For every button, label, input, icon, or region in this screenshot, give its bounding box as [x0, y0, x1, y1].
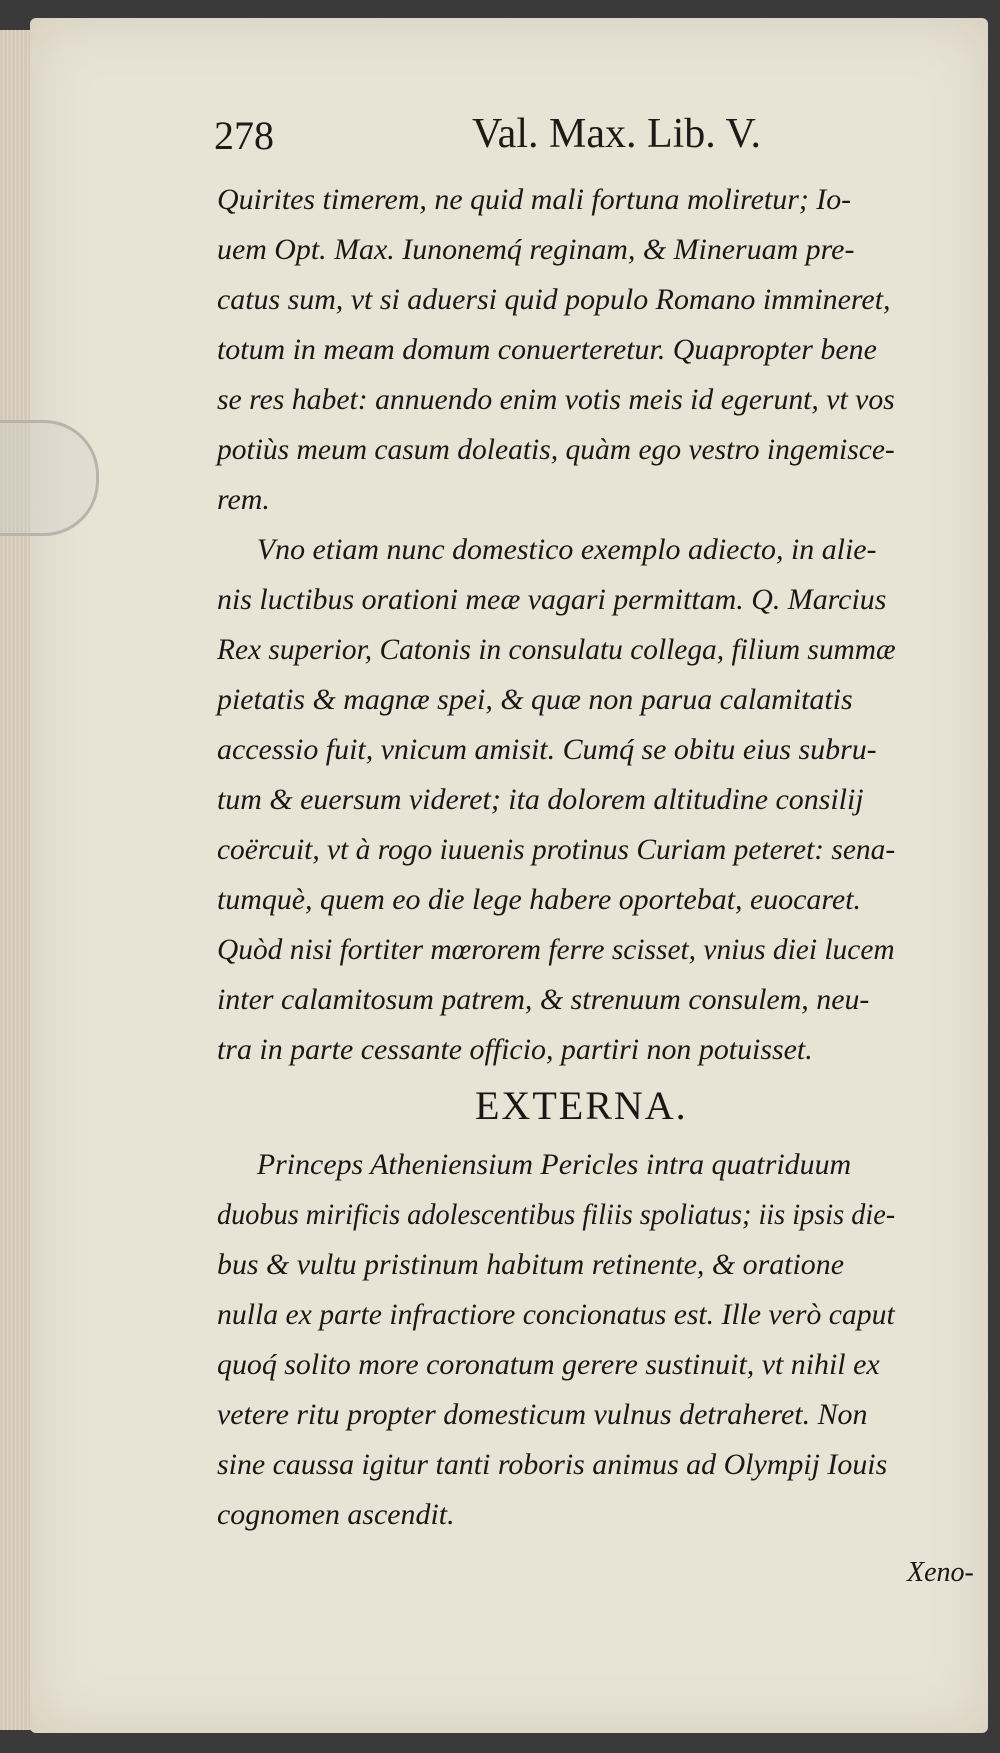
- text-line: accessio fuit, vnicum amisit. Cumq́ se obitu eius subru-: [217, 733, 877, 766]
- text-line: inter calamitosum patrem, & strenuum consulem, neu-: [217, 983, 870, 1016]
- text-line: se res habet: annuendo enim votis meis id egerunt, vt vos: [217, 383, 895, 416]
- text-block-externa: [217, 1140, 897, 1540]
- text-line: sine caussa igitur tanti roboris animus ad Olympij Iouis: [217, 1448, 888, 1481]
- text-line: tum & euersum videret; ita dolorem altitudine consilij: [217, 783, 864, 816]
- text-line: totum in meam domum conuerteretur. Quapropter bene: [217, 333, 877, 366]
- text-line: quoq́ solito more coronatum gerere sustinuit, vt nihil ex: [217, 1348, 880, 1381]
- running-head: [214, 110, 894, 170]
- text-line: nis luctibus orationi meæ vagari permittam. Q. Marcius: [217, 583, 887, 616]
- page-clip: [0, 420, 99, 536]
- catchword: Xeno-: [907, 1557, 974, 1588]
- text-line: uem Opt. Max. Iunonemq́ reginam, & Mineruam pre-: [217, 233, 855, 266]
- text-line: Vno etiam nunc domestico exemplo adiecto, in alie-: [256, 533, 877, 566]
- text-line: coërcuit, vt à rogo iuuenis protinus Curiam peteret: sena-: [217, 833, 896, 866]
- text-line: Princeps Atheniensium Pericles intra quatriduum: [256, 1148, 852, 1181]
- page-number: 278: [214, 113, 274, 158]
- text-line: pietatis & magnæ spei, & quæ non parua calamitatis: [217, 683, 853, 716]
- text-line: Quirites timerem, ne quid mali fortuna moliretur; Io-: [217, 183, 852, 216]
- text-line: cognomen ascendit.: [217, 1498, 455, 1531]
- text-line: duobus mirificis adolescentibus filiis spoliatus; iis ipsis die-: [217, 1198, 896, 1231]
- text-line: potiùs meum casum doleatis, quàm ego vestro ingemisce-: [217, 433, 895, 466]
- text-line: Quòd nisi fortiter mœrorem ferre scisset, vnius diei lucem: [217, 933, 895, 966]
- section-heading: EXTERNA.: [475, 1083, 688, 1128]
- text-line: nulla ex parte infractiore concionatus est. Ille verò caput: [217, 1298, 895, 1331]
- text-line: catus sum, vt si aduersi quid populo Romano immineret,: [217, 283, 891, 316]
- text-block-main: [217, 175, 897, 1075]
- text-line: tumquè, quem eo die lege habere oportebat, euocaret.: [217, 883, 861, 916]
- text-line: tra in parte cessante officio, partiri non potuisset.: [217, 1033, 813, 1066]
- text-line: Rex superior, Catonis in consulatu collega, filium summæ: [217, 633, 896, 666]
- text-line: bus & vultu pristinum habitum retinente, & oratione: [217, 1248, 844, 1281]
- running-title: Val. Max. Lib. V.: [472, 111, 761, 157]
- text-line: vetere ritu propter domesticum vulnus detraheret. Non: [217, 1398, 868, 1431]
- text-line: rem.: [217, 483, 270, 516]
